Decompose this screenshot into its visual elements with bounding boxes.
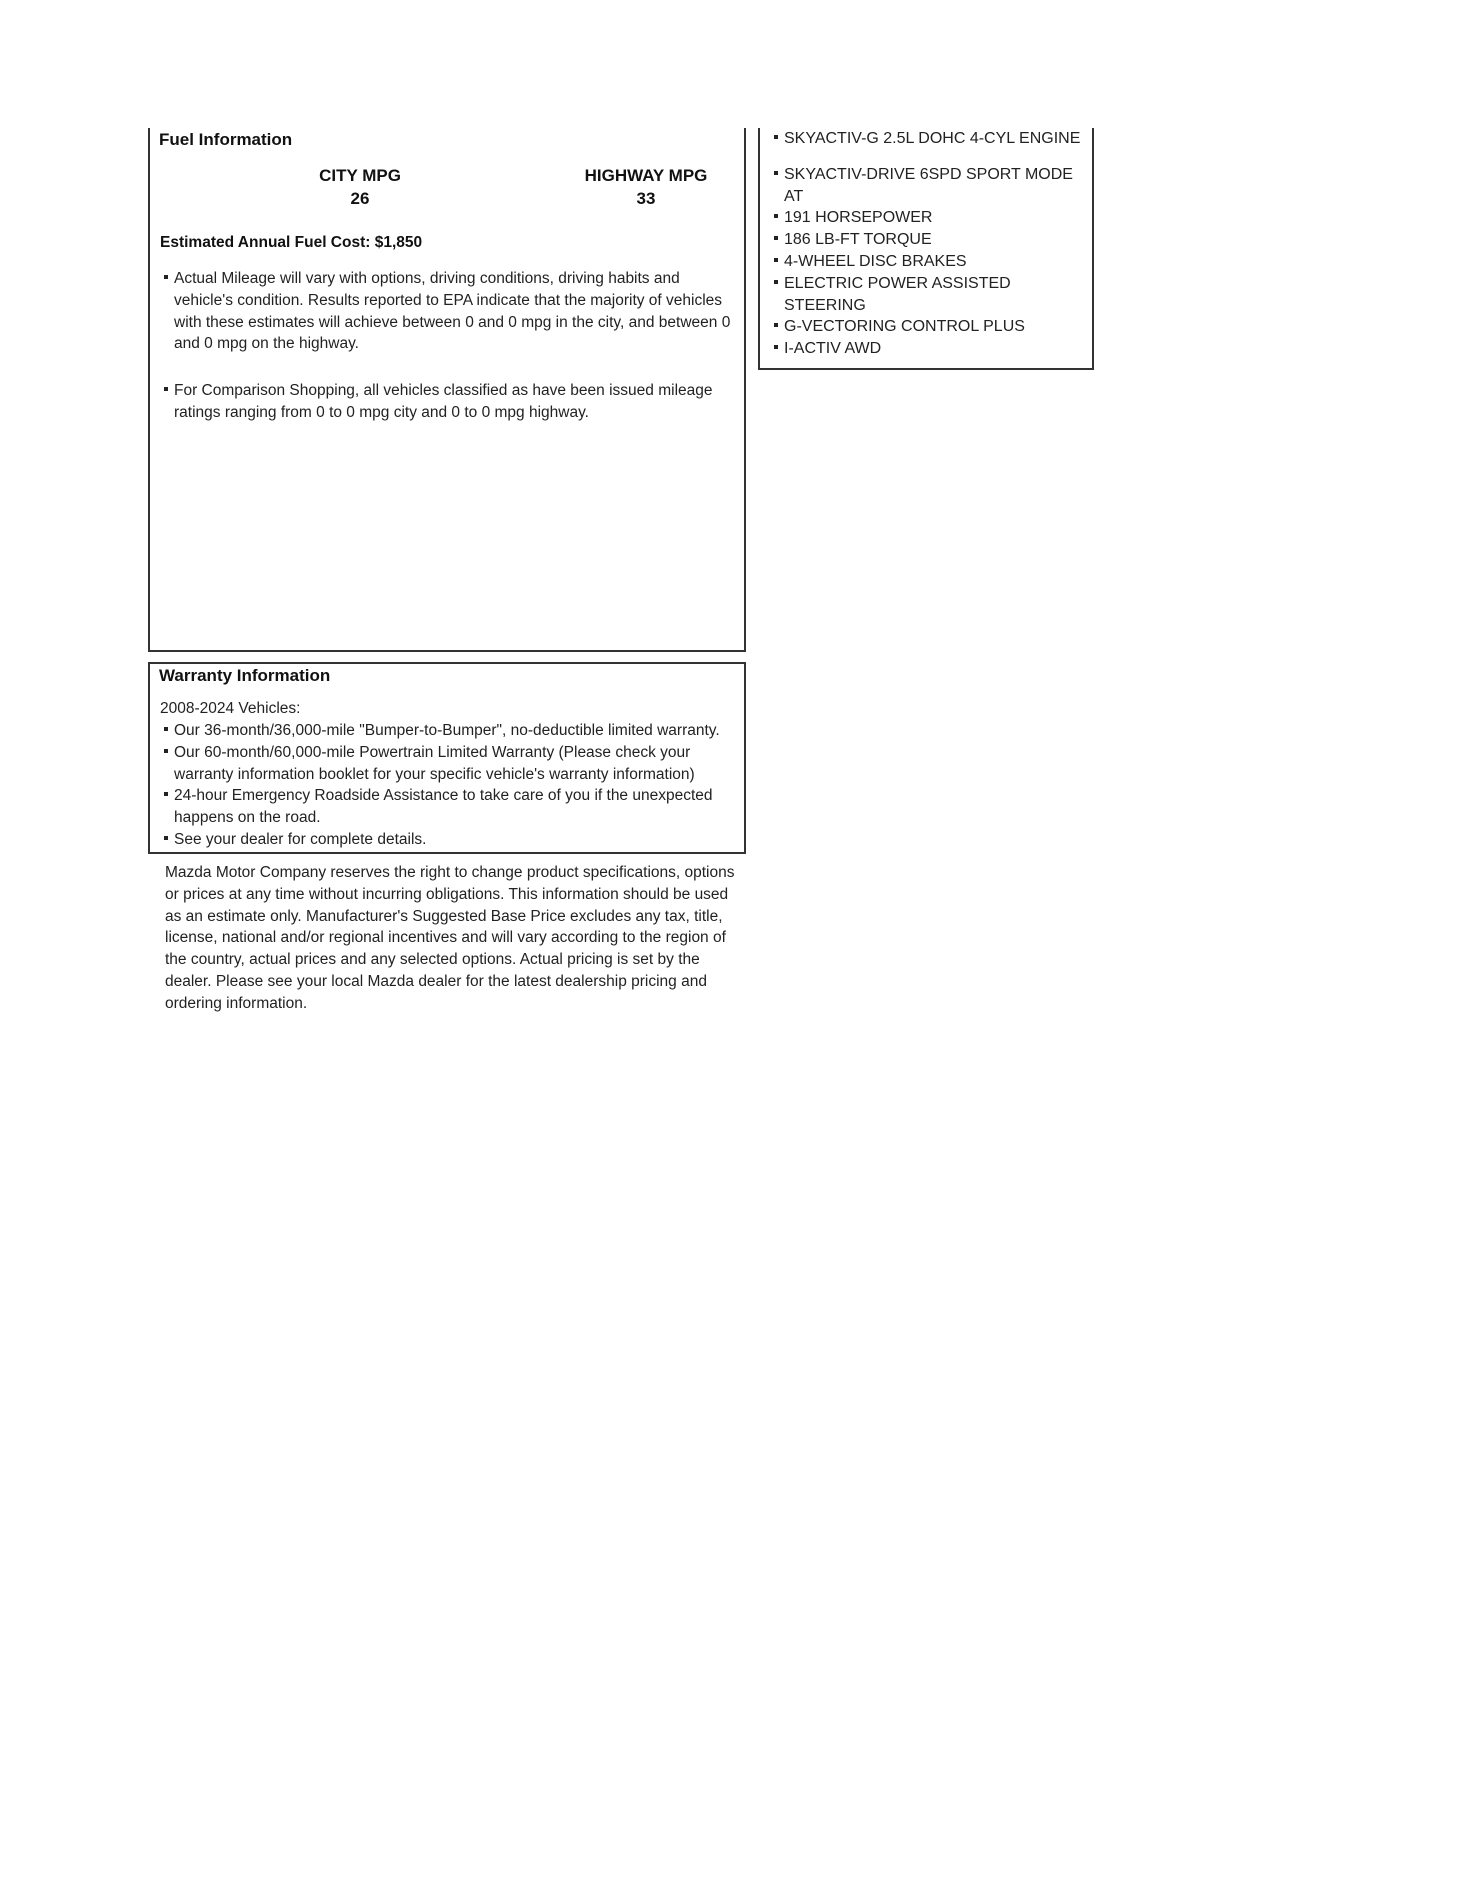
bullet-icon [774,214,778,218]
bullet-icon [164,836,168,840]
list-item: For Comparison Shopping, all vehicles classified as have been issued mileage ratings ranging from 0 to 0 mpg city and 0 to 0 mpg highway. [160,380,740,424]
list-item: See your dealer for complete details. [160,829,745,851]
city-mpg-label: CITY MPG [319,166,401,185]
estimated-annual-fuel-cost: Estimated Annual Fuel Cost: $1,850 [160,234,423,251]
bullet-icon [164,749,168,753]
bullet-icon [774,280,778,284]
list-item: 24-hour Emergency Roadside Assistance to take care of you if the unexpected happens on the road. [160,785,745,829]
bullet-icon [774,345,778,349]
highway-mpg-value: 33 [636,189,656,208]
bullet-icon [774,323,778,327]
list-item: Our 60-month/60,000-mile Powertrain Limited Warranty (Please check your warranty information booklet for your specific vehicle's warranty information) [160,742,745,786]
city-mpg [270,164,450,210]
bullet-icon [774,171,778,175]
list-item: 191 HORSEPOWER [770,207,1090,229]
list-item: 186 LB-FT TORQUE [770,229,1090,251]
list-item: SKYACTIV-G 2.5L DOHC 4-CYL ENGINE [770,128,1090,150]
warranty-list [160,720,745,851]
warranty-intro: 2008-2024 Vehicles: [160,700,301,717]
warranty-information-section [148,662,746,854]
list-item: Our 36-month/36,000-mile "Bumper-to-Bumper", no-deductible limited warranty. [160,720,745,742]
highway-mpg [556,164,736,210]
list-item: SKYACTIV-DRIVE 6SPD SPORT MODE AT [770,164,1090,208]
bullet-icon [164,275,168,279]
highway-mpg-label: HIGHWAY MPG [584,166,708,185]
bullet-icon [774,135,778,139]
list-item: ELECTRIC POWER ASSISTED STEERING [770,273,1090,317]
list-item: G-VECTORING CONTROL PLUS [770,316,1090,338]
bullet-icon [164,727,168,731]
fuel-information-section [148,128,746,652]
bullet-icon [164,387,168,391]
city-mpg-value: 26 [350,189,370,208]
bullet-icon [164,792,168,796]
fuel-notes-list [160,380,740,424]
fuel-notes-list [160,268,740,355]
list-item: Actual Mileage will vary with options, driving conditions, driving habits and vehicle's condition. Results reported to EPA indicate that the majority of vehicles with these estimates will achieve between 0 and 0 mpg in the city, and between 0 and 0 mpg on the highway. [160,268,740,355]
fuel-information-title: Fuel Information [159,130,293,149]
features-section [758,128,1094,370]
bullet-icon [774,236,778,240]
list-item: 4-WHEEL DISC BRAKES [770,251,1090,273]
warranty-information-title: Warranty Information [159,666,331,685]
disclaimer-text: Mazda Motor Company reserves the right to change product specifications, options or prices at any time without incurring obligations. This information should be used as an estimate only. Manufacturer's Suggested Base Price excludes any tax, title, license, national and/or regional incentives and will vary according to the region of the country, actual prices and any selected options. Actual pricing is set by the dealer. Please see your local Mazda dealer for the latest dealership pricing and ordering information. [165,864,735,1012]
bullet-icon [774,258,778,262]
features-list [770,128,1090,360]
list-item: I-ACTIV AWD [770,338,1090,360]
